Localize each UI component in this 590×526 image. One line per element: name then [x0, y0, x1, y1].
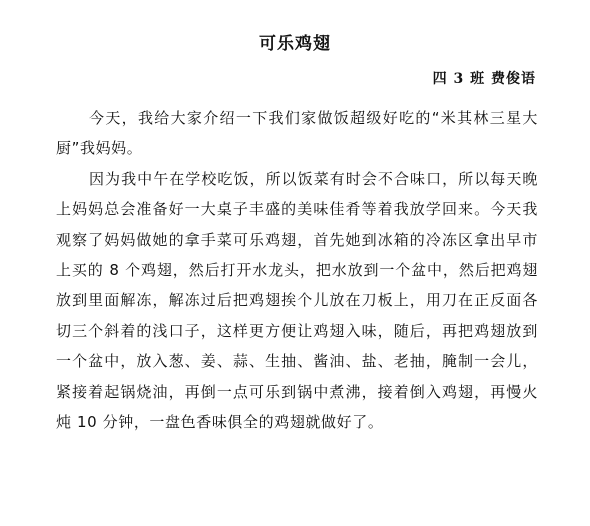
- document-body: [56, 103, 538, 437]
- author-byline: 四 3 班 费俊语: [432, 71, 536, 87]
- document-title: 可乐鸡翅: [259, 34, 331, 54]
- paragraph-intro: 今天，我给大家介绍一下我们家做饭超级好吃的“米其林三星大厨”我妈妈。: [56, 109, 538, 158]
- paragraph-main: 因为我中午在学校吃饭，所以饭菜有时会不合味口，所以每天晚上妈妈总会准备好一大桌子丰盛的美味佳肴等着我放学回来。今天我观察了妈妈做她的拿手菜可乐鸡翅，首先她到冰箱的冷冻区拿出早市上买的 8 个鸡翅，然后打开水龙头，把水放到一个盆中，然后把鸡翅放到里面解冻，解冻过后把鸡翅挨个儿放在刀板上，用刀在正反面各切三个斜着的浅口子，这样更方便让鸡翅入味，随后，再把鸡翅放到一个盆中，放入葱、姜、蒜、生抽、酱油、盐、老抽，腌制一会儿，紧接着起锅烧油，再倒一点可乐到锅中煮沸，接着倒入鸡翅，再慢火炖 10 分钟，一盘色香味俱全的鸡翅就做好了。: [56, 169, 538, 432]
